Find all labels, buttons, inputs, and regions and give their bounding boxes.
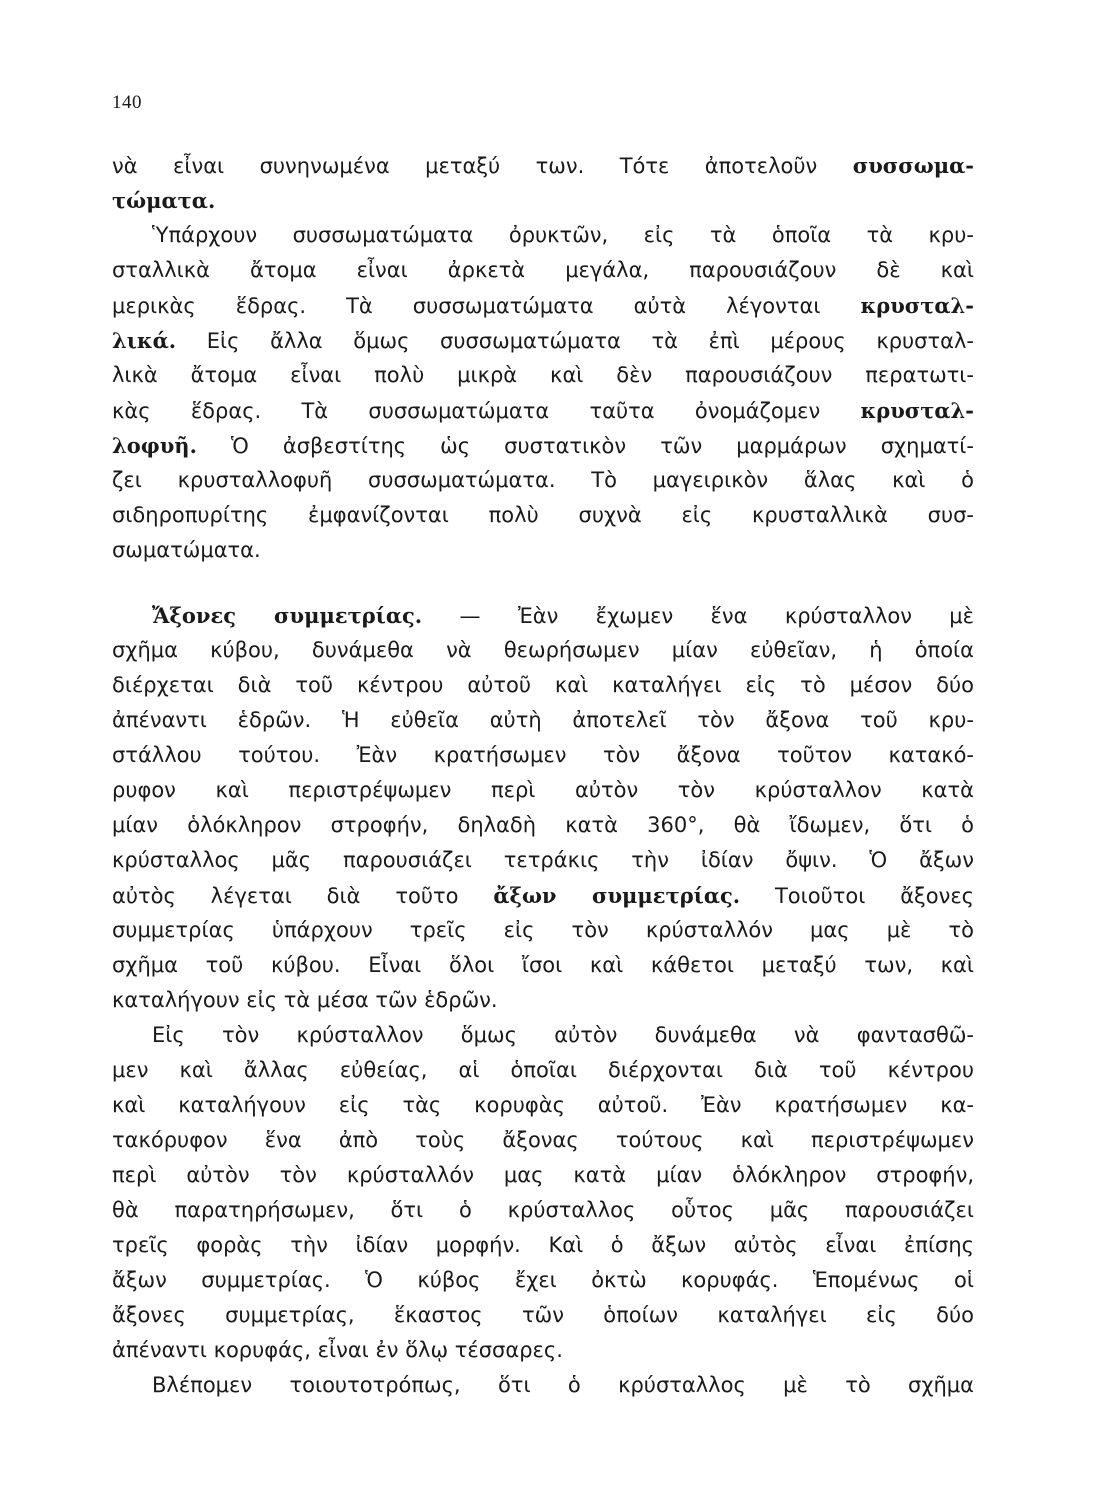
text-line: κρύσταλλος μᾶς παρουσιάζει τετράκις τὴν ἰδίαν ὄψιν. Ὁ ἄξων (112, 848, 974, 872)
text-line: νὰ εἶναι συνηνωμένα μεταξύ των. Τότε ἀποτελοῦν συσσωμα- (112, 153, 974, 178)
paragraph-block-symmetry-axes (112, 598, 974, 1403)
text-line: σιδηροπυρίτης ἐμφανίζονται πολὺ συχνὰ εἰς κρυσταλλικὰ συσ- (112, 503, 974, 527)
text-line: καταλήγουν εἰς τὰ μέσα τῶν ἑδρῶν. (112, 988, 498, 1012)
text-line: Ὑπάρχουν συσσωματώματα ὀρυκτῶν, εἰς τὰ ὁποῖα τὰ κρυ- (152, 223, 974, 247)
text-line: ἀπέναντι κορυφάς, εἶναι ἐν ὅλῳ τέσσαρες. (112, 1338, 563, 1362)
term-crystalline: κρυσταλ- (860, 293, 974, 318)
text-line: σχῆμα τοῦ κύβου. Εἶναι ὅλοι ἴσοι καὶ κάθετοι μεταξύ των, καὶ (112, 953, 974, 977)
text-line: λικά. Εἰς ἄλλα ὅμως συσσωματώματα τὰ ἐπὶ μέρους κρυσταλ- (112, 328, 974, 353)
text-line: Βλέπομεν τοιουτοτρόπως, ὅτι ὁ κρύσταλλος μὲ τὸ σχῆμα (152, 1373, 974, 1397)
text-line: διέρχεται διὰ τοῦ κέντρου αὐτοῦ καὶ καταλήγει εἰς τὸ μέσον δύο (112, 673, 974, 697)
term-aggregates: συσσωμα- (852, 153, 974, 178)
text-line: καὶ καταλήγουν εἰς τὰς κορυφὰς αὐτοῦ. Ἐὰν κρατήσωμεν κα- (112, 1093, 974, 1117)
text-line: λικὰ ἄτομα εἶναι πολὺ μικρὰ καὶ δὲν παρουσιάζουν περατωτι- (112, 363, 974, 387)
page-number: 140 (112, 92, 142, 113)
text-line: Ἄξονες συμμετρίας. — Ἐὰν ἔχωμεν ἕνα κρύσταλλον μὲ (152, 603, 974, 628)
term-symmetry-axis: ἄξων συμμετρίας. (493, 883, 741, 908)
text-line: μεν καὶ ἄλλας εὐθείας, αἱ ὁποῖαι διέρχονται διὰ τοῦ κέντρου (112, 1058, 974, 1082)
text-line: σταλλικὰ ἄτομα εἶναι ἀρκετὰ μεγάλα, παρουσιάζουν δὲ καὶ (112, 258, 974, 282)
text-line: περὶ αὐτὸν τὸν κρύσταλλόν μας κατὰ μίαν ὁλόκληρον στροφήν, (112, 1163, 974, 1187)
text-line: στάλλου τούτου. Ἐὰν κρατήσωμεν τὸν ἄξονα τοῦτον κατακό- (112, 743, 974, 767)
text-line: Εἰς τὸν κρύσταλλον ὅμως αὐτὸν δυνάμεθα νὰ φαντασθῶ- (152, 1023, 974, 1047)
text-line: ἄξων συμμετρίας. Ὁ κύβος ἔχει ὀκτὼ κορυφάς. Ἑπομένως οἱ (112, 1268, 974, 1292)
text-line: ρυφον καὶ περιστρέψωμεν περὶ αὐτὸν τὸν κρύσταλλον κατὰ (112, 778, 974, 802)
term-crystallophyte-cont: λοφυῆ. (112, 433, 197, 458)
text-line: ἄξονες συμμετρίας, ἕκαστος τῶν ὁποίων καταλήγει εἰς δύο (112, 1303, 974, 1327)
section-heading-symmetry-axes: Ἄξονες συμμετρίας. (152, 603, 423, 628)
text-line: μίαν ὁλόκληρον στροφήν, δηλαδὴ κατὰ 360°, θὰ ἴδωμεν, ὅτι ὁ (112, 813, 974, 837)
text-line: θὰ παρατηρήσωμεν, ὅτι ὁ κρύσταλλος οὗτος μᾶς παρουσιάζει (112, 1198, 974, 1222)
text-line: μερικὰς ἕδρας. Τὰ συσσωματώματα αὐτὰ λέγονται κρυσταλ- (112, 293, 974, 318)
term-aggregates-cont: τώματα. (112, 188, 216, 213)
text-line: τακόρυφον ἕνα ἀπὸ τοὺς ἄξονας τούτους καὶ περιστρέψωμεν (112, 1128, 974, 1152)
text-line: συμμετρίας ὑπάρχουν τρεῖς εἰς τὸν κρύσταλλόν μας μὲ τὸ (112, 918, 974, 942)
term-crystalline-cont: λικά. (112, 328, 177, 353)
text-line: τρεῖς φορὰς τὴν ἰδίαν μορφήν. Καὶ ὁ ἄξων αὐτὸς εἶναι ἐπίσης (112, 1233, 974, 1257)
text-line: ἀπέναντι ἑδρῶν. Ἡ εὐθεῖα αὐτὴ ἀποτελεῖ τὸν ἄξονα τοῦ κρυ- (112, 708, 974, 732)
text-line: σχῆμα κύβου, δυνάμεθα νὰ θεωρήσωμεν μίαν εὐθεῖαν, ἡ ὁποία (112, 638, 974, 662)
text-line: λοφυῆ. Ὁ ἀσβεστίτης ὡς συστατικὸν τῶν μαρμάρων σχηματί- (112, 433, 974, 458)
text-line: αὐτὸς λέγεται διὰ τοῦτο ἄξων συμμετρίας. Τοιοῦτοι ἄξονες (112, 883, 974, 908)
paragraph-block-aggregates (112, 148, 974, 568)
text-line: ζει κρυσταλλοφυῆ συσσωματώματα. Τὸ μαγειρικὸν ἅλας καὶ ὁ (112, 468, 974, 492)
text-line (112, 183, 974, 218)
term-crystallophyte: κρυσταλ- (860, 398, 974, 423)
text-line: κὰς ἕδρας. Τὰ συσσωματώματα ταῦτα ὀνομάζομεν κρυσταλ- (112, 398, 974, 423)
text-line: σωματώματα. (112, 538, 261, 562)
